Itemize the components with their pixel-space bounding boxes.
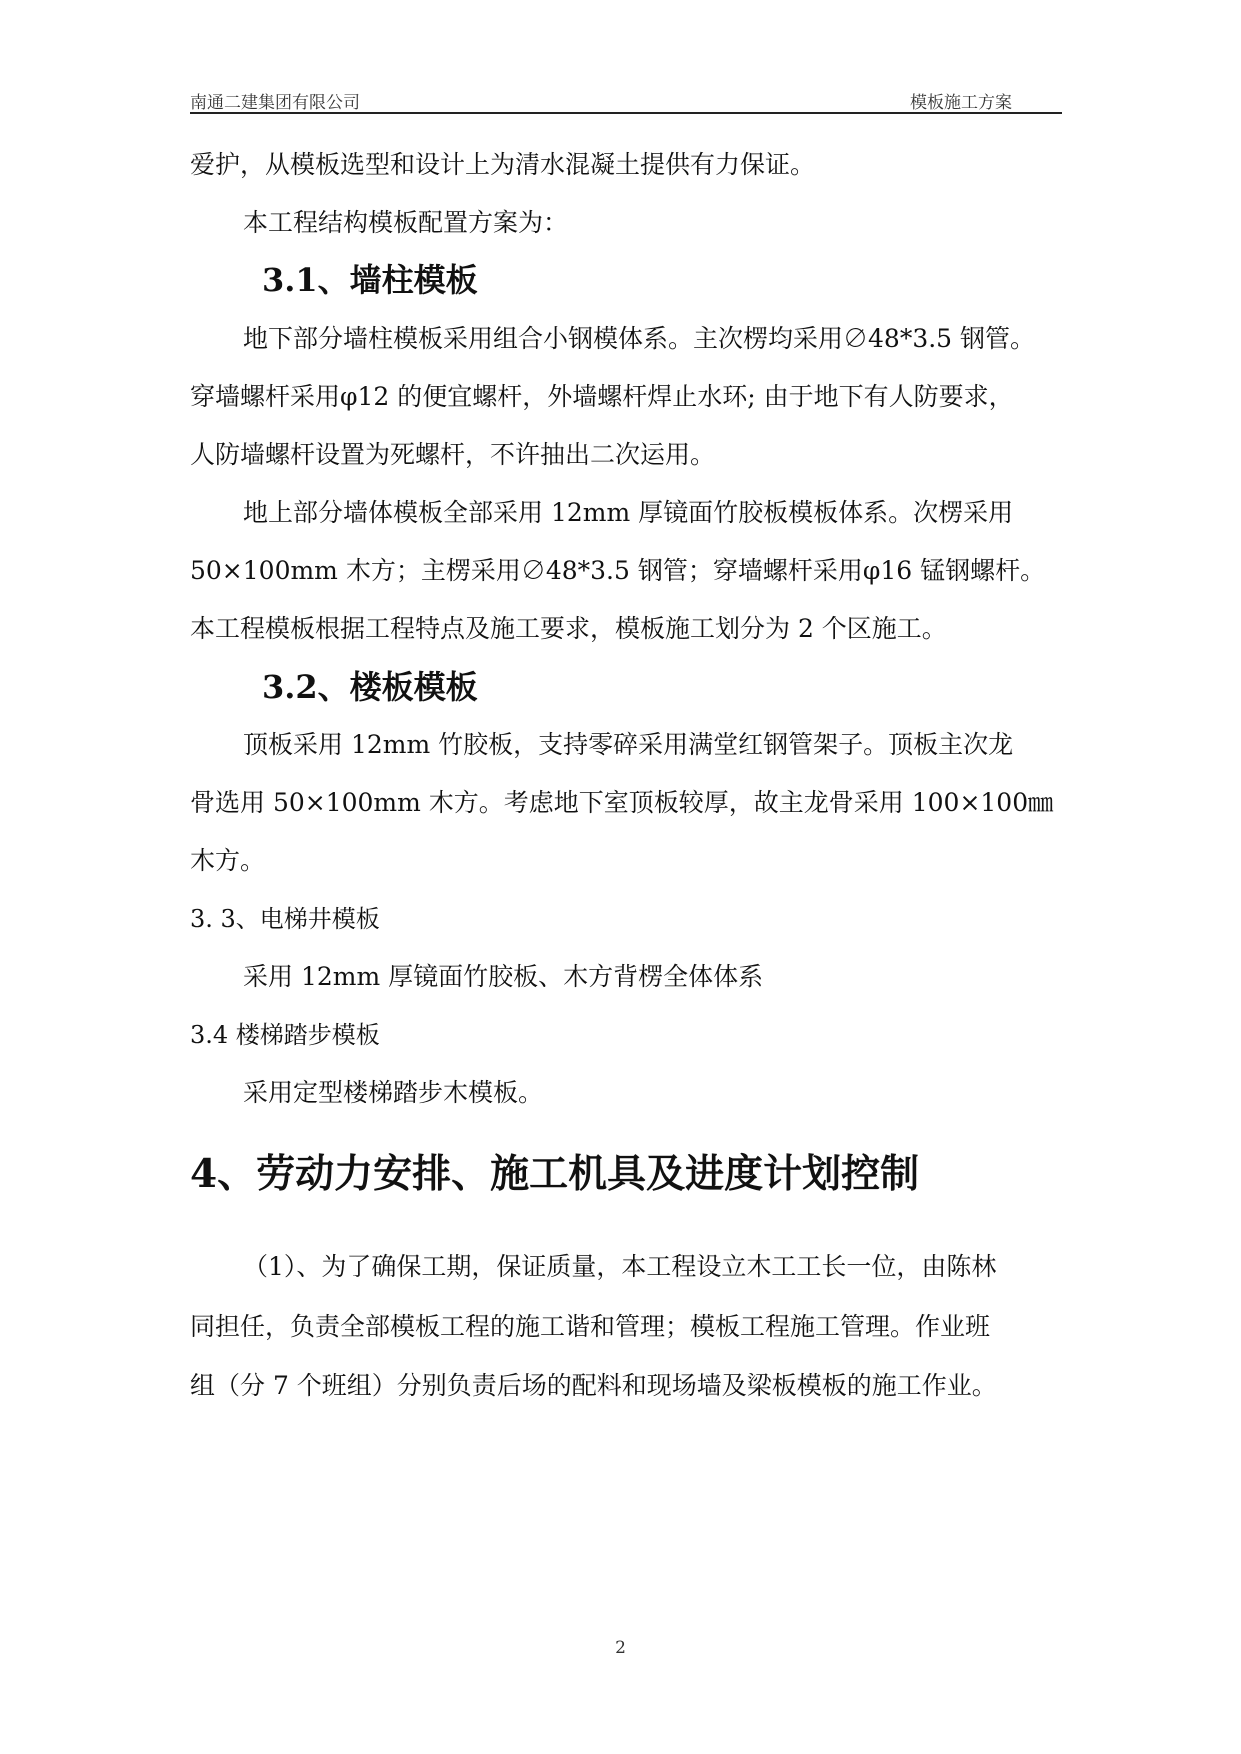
chapter-heading-4: 4、劳动力安排、施工机具及进度计划控制 bbox=[190, 1151, 920, 1197]
paragraph-line: 木方。 bbox=[190, 846, 266, 875]
paragraph-line: 本工程模板根据工程特点及施工要求，模板施工划分为 2 个区施工。 bbox=[190, 614, 947, 643]
paragraph-line: 本工程结构模板配置方案为： bbox=[243, 208, 569, 237]
paragraph-line: （1）、为了确保工期，保证质量，本工程设立木工工长一位，由陈林 bbox=[243, 1252, 997, 1281]
header-doc-title: 模板施工方案 bbox=[910, 93, 1012, 113]
header-company: 南通二建集团有限公司 bbox=[190, 93, 360, 113]
section-heading-3-1: 3.1、墙柱模板 bbox=[262, 261, 478, 299]
paragraph-line: 地上部分墙体模板全部采用 12mm 厚镜面竹胶板模板体系。次楞采用 bbox=[243, 498, 1014, 527]
paragraph-line: 顶板采用 12mm 竹胶板，支持零碎采用满堂红钢管架子。顶板主次龙 bbox=[243, 730, 1014, 759]
paragraph-line: 采用 12mm 厚镜面竹胶板、木方背楞全体体系 bbox=[243, 962, 764, 991]
paragraph-line: 爱护，从模板选型和设计上为清水混凝土提供有力保证。 bbox=[190, 150, 816, 179]
page-header bbox=[190, 86, 1062, 114]
paragraph-line: 地下部分墙柱模板采用组合小钢模体系。主次楞均采用∅48*3.5 钢管。 bbox=[243, 324, 1036, 353]
paragraph-line: 同担任，负责全部模板工程的施工谐和管理；模板工程施工管理。作业班 bbox=[190, 1312, 991, 1341]
paragraph-line: 穿墙螺杆采用φ12 的便宜螺杆，外墙螺杆焊止水环; 由于地下有人防要求， bbox=[190, 382, 1014, 411]
paragraph-line: 组（分 7 个班组）分别负责后场的配料和现场墙及梁板模板的施工作业。 bbox=[190, 1371, 997, 1400]
paragraph-line: 骨选用 50×100mm 木方。考虑地下室顶板较厚，故主龙骨采用 100×100㎜ bbox=[190, 788, 1054, 817]
section-heading-3-3: 3. 3、电梯井模板 bbox=[190, 905, 380, 933]
page-number: 2 bbox=[615, 1638, 626, 1658]
section-heading-3-4: 3.4 楼梯踏步模板 bbox=[190, 1021, 380, 1049]
paragraph-line: 采用定型楼梯踏步木模板。 bbox=[243, 1078, 544, 1107]
paragraph-line: 50×100mm 木方；主楞采用∅48*3.5 钢管；穿墙螺杆采用φ16 锰钢螺杆。 bbox=[190, 556, 1046, 585]
paragraph-line: 人防墙螺杆设置为死螺杆，不许抽出二次运用。 bbox=[190, 440, 716, 469]
section-heading-3-2: 3.2、楼板模板 bbox=[262, 668, 478, 706]
